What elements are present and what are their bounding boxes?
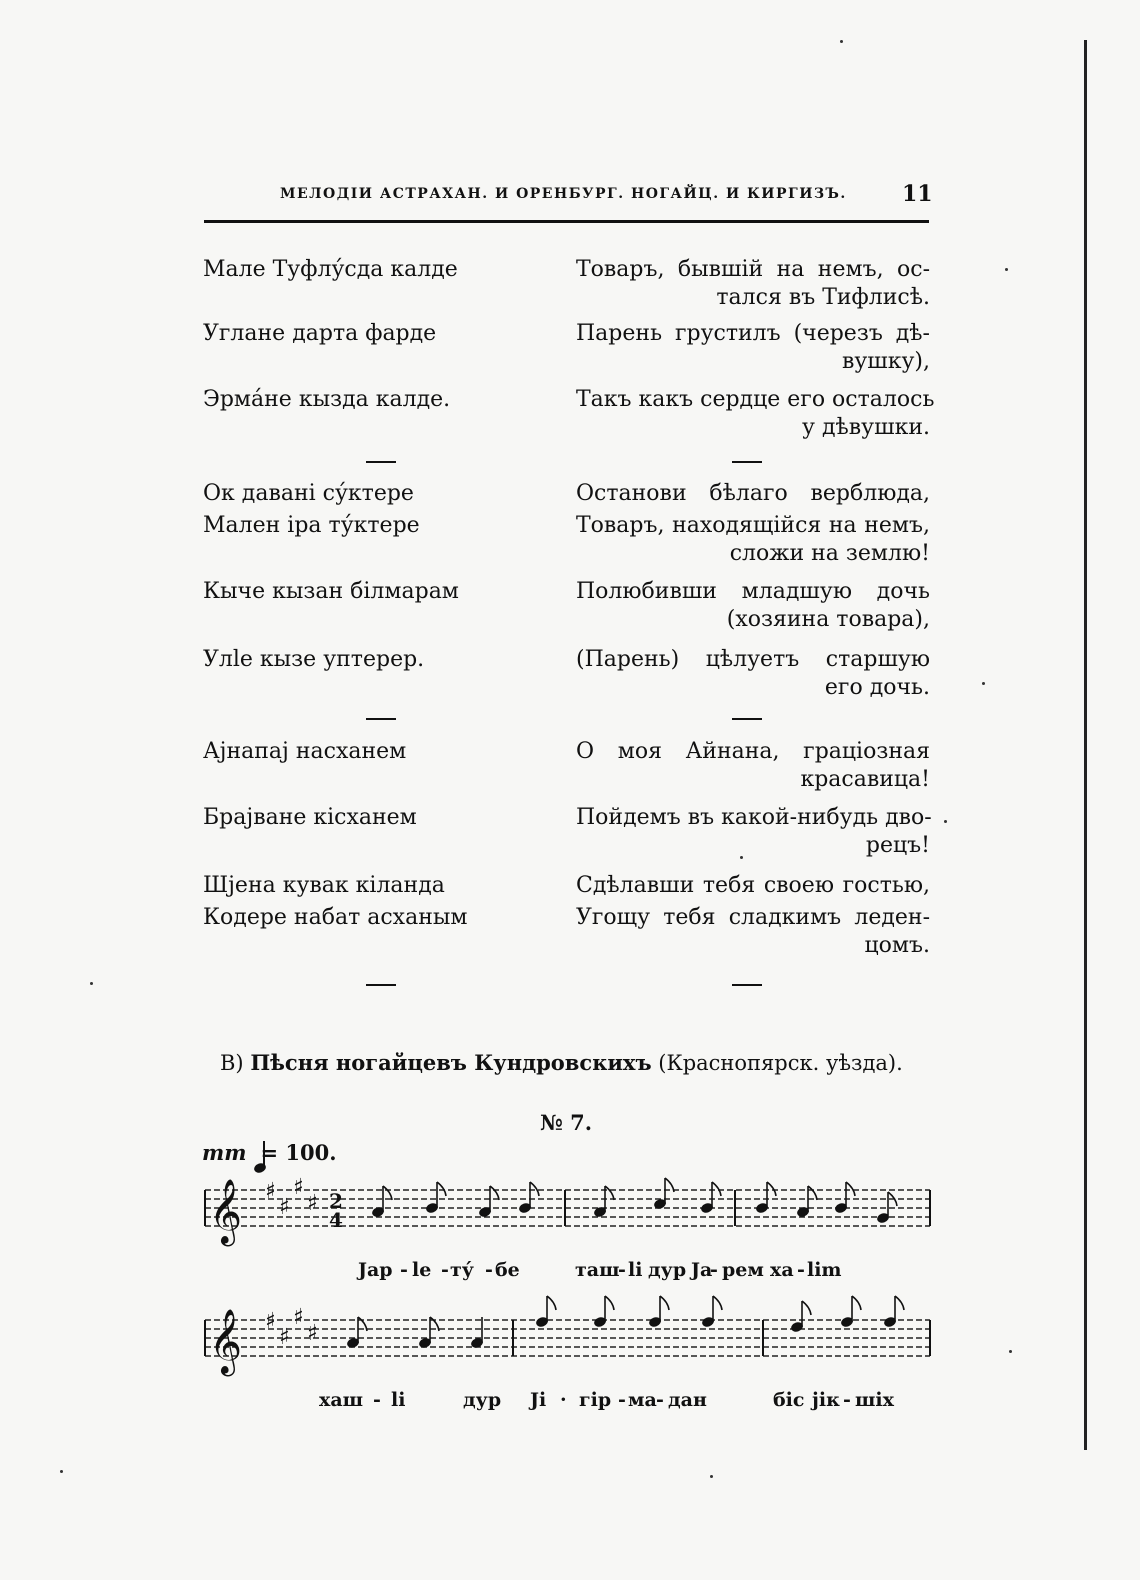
lyric-syllable: Ja: [691, 1259, 713, 1281]
ink-speck: [944, 820, 947, 823]
note: [346, 1317, 367, 1349]
stanza-separator: [366, 984, 396, 986]
lyric-syllable: le: [412, 1259, 432, 1281]
translation-line: Парень грустилъ (черезъ дѣ- вушку),: [576, 321, 930, 374]
note: [371, 1186, 392, 1218]
translation-line: О моя Айнана, граціозная красавица!: [576, 739, 930, 792]
lyric-syllable: li: [391, 1389, 406, 1411]
lyric-syllable: -: [843, 1389, 851, 1411]
original-line: Мален іра ту́ктере: [203, 513, 420, 538]
lyric-syllable: бе: [495, 1259, 520, 1281]
ink-speck: [60, 1470, 63, 1473]
svg-text:♯: ♯: [265, 1179, 276, 1204]
page-edge-line: [1084, 40, 1087, 1450]
svg-text:♯: ♯: [279, 1195, 290, 1220]
original-line: Кыче кызан білмарам: [203, 579, 459, 604]
note: [648, 1296, 669, 1328]
lyric-syllable: Ji: [530, 1389, 547, 1411]
note: [593, 1296, 614, 1328]
note: [790, 1301, 811, 1333]
lyric-syllable: -: [485, 1259, 493, 1281]
note: [478, 1186, 499, 1218]
note: [840, 1296, 861, 1328]
translation-line: Товаръ, бывшій на немъ, ос- тался въ Тифлисѣ.: [576, 257, 930, 310]
note: [701, 1296, 722, 1328]
lyric-syllable: ту́: [450, 1259, 474, 1281]
original-line: Ајнапај насханем: [203, 739, 407, 764]
note: [834, 1182, 855, 1214]
lyric-syllable: дан: [668, 1389, 707, 1411]
translation-line: Сдѣлавши тебя своею гостью,: [576, 873, 930, 898]
lyric-syllable: -: [373, 1389, 381, 1411]
translation-line: (Парень) цѣлуетъ старшую его дочь.: [576, 647, 930, 700]
lyric-syllable: ·: [560, 1389, 567, 1411]
ink-speck: [1005, 268, 1008, 271]
header-rule: [204, 220, 929, 223]
lyric-syllable: -: [400, 1259, 408, 1281]
lyric-syllable: гір: [579, 1389, 612, 1411]
lyric-syllable: хаш: [319, 1389, 364, 1411]
time-signature-top: 2: [329, 1189, 343, 1213]
page-number: 11: [902, 181, 933, 207]
translation-line: Останови бѣлаго верблюда,: [576, 481, 930, 506]
lyric-syllable: Jap: [358, 1259, 393, 1281]
lyric-syllable: шіх: [855, 1389, 894, 1411]
svg-text:♯: ♯: [265, 1309, 276, 1334]
note: [796, 1186, 817, 1218]
note: [883, 1296, 904, 1328]
translation-line: Полюбивши младшую дочь (хозяина товара),: [576, 579, 930, 632]
original-line: Эрма́не кызда калде.: [203, 387, 451, 412]
lyric-syllable: li: [628, 1259, 643, 1281]
note: [700, 1182, 721, 1214]
lyric-syllable: -: [441, 1259, 449, 1281]
ink-speck: [90, 982, 93, 985]
ink-speck: [840, 40, 843, 43]
original-line: Брајване кісханем: [203, 805, 417, 830]
lyric-syllable: lim: [807, 1259, 842, 1281]
stanza-separator: [366, 718, 396, 720]
lyric-syllable: ха: [770, 1259, 794, 1281]
section-heading: В) Пѣсня ногайцевъ Кундровскихъ (Краснопярск. уѣзда).: [220, 1050, 903, 1075]
lyric-syllable: дур: [463, 1389, 502, 1411]
original-line: Углане дарта фарде: [203, 321, 437, 346]
ink-speck: [1009, 1350, 1012, 1353]
translation-line: Товаръ, находящійся на немъ, сложи на землю!: [576, 513, 930, 566]
note: [653, 1178, 674, 1210]
lyric-syllable: рем: [722, 1259, 764, 1281]
translation-line: Пойдемъ въ какой-нибудь дво- рецъ!: [576, 805, 932, 858]
svg-text:♯: ♯: [307, 1191, 318, 1216]
ink-speck: [710, 1475, 713, 1478]
stanza-separator: [732, 718, 762, 720]
note: [518, 1182, 539, 1214]
lyric-syllable: біс: [773, 1389, 805, 1411]
svg-text:♯: ♯: [307, 1321, 318, 1346]
lyric-syllable: -: [797, 1259, 805, 1281]
original-line: Шјена кувак кіланда: [203, 873, 445, 898]
lyric-syllable: jік: [812, 1389, 840, 1411]
stanza-separator: [366, 461, 396, 463]
ink-speck: [982, 682, 985, 685]
lyric-syllable: -: [710, 1259, 718, 1281]
note: [470, 1317, 484, 1349]
translation-line: Такъ какъ сердце его осталось у дѣвушки.: [576, 387, 935, 440]
note: [418, 1317, 439, 1349]
original-line: Улle кызе уптерер.: [203, 647, 425, 672]
lyric-syllable: -: [618, 1259, 626, 1281]
note: [535, 1296, 556, 1328]
svg-text:♯: ♯: [293, 1175, 304, 1200]
stanza-separator: [732, 461, 762, 463]
translation-line: Угощу тебя сладкимъ леден- цомъ.: [576, 905, 930, 958]
svg-text:♯: ♯: [279, 1325, 290, 1350]
running-header: МЕЛОДІИ АСТРАХАН. И ОРЕНБУРГ. НОГАЙЦ. И КИРГИЗЪ.: [280, 186, 847, 202]
original-line: Кодере набат асханым: [203, 905, 468, 930]
lyric-syllable: таш: [575, 1259, 620, 1281]
stanza-separator: [732, 984, 762, 986]
lyric-syllables: [319, 1259, 895, 1411]
time-signature-bottom: 4: [329, 1208, 343, 1232]
original-line: Мале Туфлу́сда калде: [203, 257, 458, 282]
note: [593, 1186, 614, 1218]
lyric-syllable: ма: [628, 1389, 657, 1411]
lyric-syllable: дур: [648, 1259, 687, 1281]
lyric-syllable: -: [618, 1389, 626, 1411]
note: [755, 1182, 776, 1214]
lyric-syllable: -: [656, 1389, 664, 1411]
song-number: № 7.: [540, 1110, 593, 1135]
treble-clef-icon: 𝄞: [209, 1309, 243, 1374]
key-signature: [265, 1175, 318, 1350]
music-score: [195, 1170, 940, 1430]
svg-text:♯: ♯: [293, 1305, 304, 1330]
original-line: Ок давані су́ктере: [203, 481, 414, 506]
note: [425, 1182, 446, 1214]
tempo-marking: mm = 100.: [202, 1140, 337, 1165]
treble-clef-icon: 𝄞: [209, 1179, 243, 1244]
